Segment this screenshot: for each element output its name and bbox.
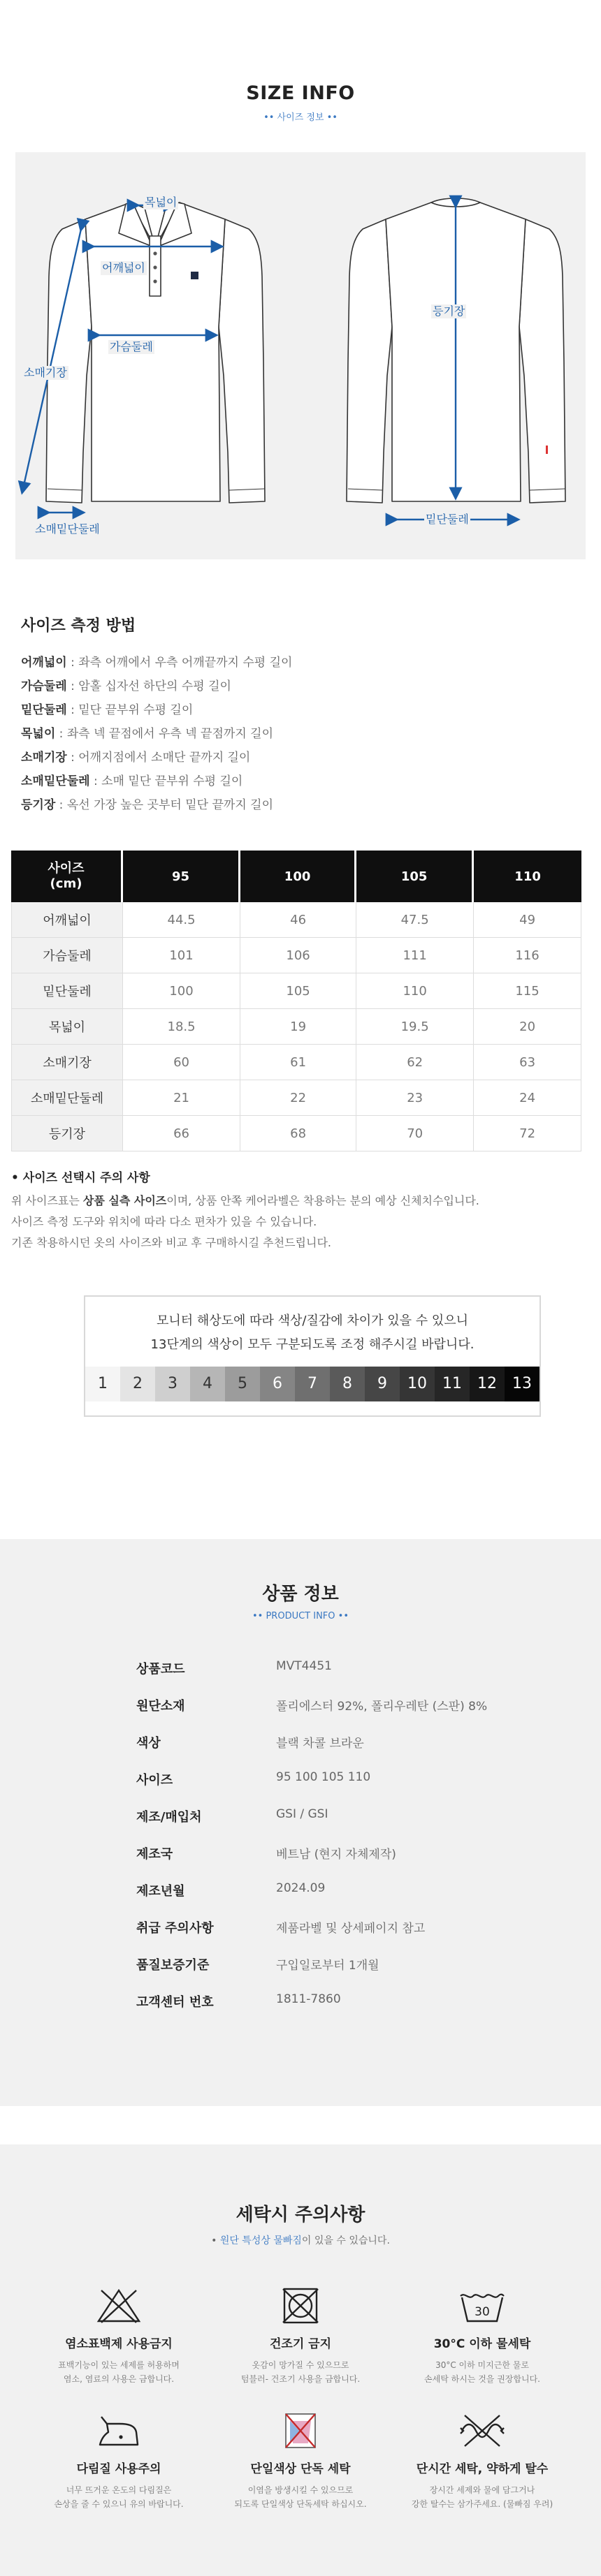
method-item [21, 675, 601, 698]
size-value-cell: 72 [474, 1116, 581, 1151]
gray-swatch: 8 [330, 1367, 365, 1401]
size-value-cell: 62 [356, 1045, 474, 1080]
care-subtitle: • 원단 특성상 물빠짐이 있을 수 있습니다. [211, 2235, 390, 2246]
size-value-cell: 110 [356, 973, 474, 1009]
size-value-cell: 63 [474, 1045, 581, 1080]
gray-swatch: 3 [155, 1367, 190, 1401]
size-table-body [11, 902, 581, 1151]
size-value-cell: 24 [474, 1080, 581, 1116]
wash-separately-icon [276, 2411, 325, 2450]
product-info-row [136, 1807, 601, 1844]
gray-swatch: 7 [295, 1367, 330, 1401]
size-value-cell: 111 [356, 938, 474, 973]
table-row [11, 973, 581, 1009]
table-row [11, 902, 581, 938]
product-info-row [136, 1992, 601, 2029]
method-item [21, 722, 601, 746]
method-item [21, 698, 601, 722]
method-list [21, 651, 601, 817]
product-info-key: 제조/매입처 [136, 1810, 202, 1825]
logo-patch [191, 272, 198, 279]
care-item-wash-30: 30 30°C 이하 물세탁 30°C 이하 미지근한 물로 손세탁 하시는 것을 권장합니다. [391, 2286, 573, 2386]
product-info-row [136, 1659, 601, 1696]
gray-swatch: 2 [120, 1367, 155, 1401]
product-info-value: 구입일로부터 1개월 [276, 1959, 379, 1973]
gray-scale-swatches [85, 1367, 540, 1401]
product-info-value: MVT4451 [276, 1659, 332, 1673]
notes-line-2: 사이즈 측정 도구와 위치에 따라 다소 편차가 있을 수 있습니다. [11, 1215, 317, 1228]
method-item [21, 746, 601, 770]
size-col-110: 110 [474, 851, 581, 902]
notes-line-3: 기존 착용하시던 옷의 사이즈와 비교 후 구매하시길 추천드립니다. [11, 1236, 332, 1249]
method-item [21, 793, 601, 817]
table-row [11, 1009, 581, 1045]
size-value-cell: 44.5 [123, 902, 240, 938]
product-info-value: 블랙 차콜 브라운 [276, 1737, 364, 1751]
gray-swatch: 11 [435, 1367, 470, 1401]
care-item-no-tumble-dry: 건조기 금지 옷감이 망가질 수 있으므로 텀블러- 건조기 사용을 금합니다. [210, 2286, 391, 2386]
product-info-title: 상품 정보 [262, 1584, 339, 1605]
chest-label: 가슴둘레 [110, 340, 153, 353]
product-info-row [136, 1844, 601, 1881]
product-info-row [136, 1881, 601, 1918]
wash-30-icon [458, 2286, 507, 2325]
shoulder-label: 어깨넓이 [102, 261, 145, 274]
hem-label: 밑단둘레 [426, 513, 469, 526]
no-wring-icon [458, 2411, 507, 2450]
size-table-corner: 사이즈 (cm) [11, 851, 123, 902]
product-info-key: 취급 주의사항 [136, 1921, 214, 1936]
size-value-cell: 21 [123, 1080, 240, 1116]
monitor-calibration-box [84, 1295, 541, 1417]
size-value-cell: 60 [123, 1045, 240, 1080]
gray-swatch: 13 [505, 1367, 540, 1401]
neck-label: 목넓이 [145, 196, 178, 209]
cuff-label: 소매밑단둘레 [35, 522, 100, 536]
notes-title: • 사이즈 선택시 주의 사항 [11, 1171, 150, 1185]
care-title: 세탁시 주의사항 [236, 2205, 365, 2225]
svg-text:30: 30 [475, 2305, 490, 2319]
size-value-cell: 106 [240, 938, 356, 973]
product-info-value: 1811-7860 [276, 1992, 341, 2006]
method-desc: : 어깨지점에서 소매단 끝까지 길이 [66, 751, 251, 765]
method-desc: : 소매 밑단 끝부위 수평 길이 [89, 774, 243, 788]
product-info-section [0, 1539, 601, 2106]
gray-swatch: 5 [225, 1367, 260, 1401]
product-info-value: 95 100 105 110 [276, 1770, 371, 1784]
method-title: 사이즈 측정 방법 [21, 617, 136, 635]
method-term: 등기장 [21, 798, 56, 812]
method-term: 소매밑단둘레 [21, 774, 90, 788]
sleeve-length-label: 소매기장 [24, 366, 67, 379]
size-value-cell: 100 [123, 973, 240, 1009]
care-item-no-wring: 단시간 세탁, 약하게 탈수 장시간 세제와 물에 담그거나 강한 탈수는 삼가주세요. (물빠짐 우려) [391, 2411, 573, 2511]
method-term: 목넓이 [21, 727, 56, 741]
size-value-cell: 19 [240, 1009, 356, 1045]
method-item [21, 770, 601, 793]
front-shirt-outline [46, 203, 265, 503]
method-term: 가슴둘레 [21, 679, 67, 693]
size-value-cell: 70 [356, 1116, 474, 1151]
low-iron-icon [94, 2411, 143, 2450]
size-table [11, 851, 581, 1151]
size-value-cell: 22 [240, 1080, 356, 1116]
size-value-cell: 68 [240, 1116, 356, 1151]
product-info-key: 사이즈 [136, 1773, 173, 1788]
table-row [11, 1045, 581, 1080]
care-item-wash-separately: 단일색상 단독 세탁 이염을 방생시킬 수 있으므로 되도록 단일색상 단독세탁 하십시오. [210, 2411, 391, 2511]
size-value-cell: 49 [474, 902, 581, 938]
row-label: 소매기장 [11, 1045, 123, 1080]
method-desc: : 암홀 십자선 하단의 수평 길이 [66, 679, 231, 693]
size-value-cell: 116 [474, 938, 581, 973]
size-notes [0, 1151, 601, 1295]
product-info-row [136, 1696, 601, 1733]
size-col-105: 105 [356, 851, 474, 902]
back-length-label: 등기장 [433, 304, 465, 318]
size-value-cell: 61 [240, 1045, 356, 1080]
table-row [11, 1080, 581, 1116]
size-value-cell: 18.5 [123, 1009, 240, 1045]
product-info-value: 2024.09 [276, 1881, 326, 1895]
product-info-key: 상품코드 [136, 1662, 185, 1677]
no-tumble-dry-icon [276, 2286, 325, 2325]
gray-swatch: 12 [470, 1367, 505, 1401]
product-info-subtitle: •• PRODUCT INFO •• [252, 1611, 349, 1621]
size-col-100: 100 [240, 851, 356, 902]
method-term: 어깨넓이 [21, 656, 67, 670]
product-info-row [136, 1955, 601, 1992]
size-value-cell: 101 [123, 938, 240, 973]
care-item-no-bleach: 염소표백제 사용금지 표백기능이 있는 세제를 허용하며 염소, 염료의 사용은 금합니다. [28, 2286, 210, 2386]
method-desc: : 좌측 넥 끝점에서 우측 넥 끝점까지 길이 [55, 727, 273, 741]
size-value-cell: 19.5 [356, 1009, 474, 1045]
size-col-95: 95 [123, 851, 240, 902]
side-tag [546, 446, 548, 454]
size-info-title: SIZE INFO [246, 82, 355, 104]
size-value-cell: 47.5 [356, 902, 474, 938]
product-info-key: 제조년월 [136, 1884, 185, 1899]
size-table-header-row [11, 851, 581, 902]
product-info-row [136, 1770, 601, 1807]
method-term: 밑단둘레 [21, 703, 67, 717]
shirt-diagram-svg [15, 152, 586, 559]
row-label: 어깨넓이 [11, 902, 123, 938]
size-value-cell: 115 [474, 973, 581, 1009]
no-bleach-icon [94, 2286, 143, 2325]
size-value-cell: 23 [356, 1080, 474, 1116]
method-term: 소매기장 [21, 751, 67, 765]
row-label: 등기장 [11, 1116, 123, 1151]
product-info-key: 원단소재 [136, 1699, 185, 1714]
product-info-row [136, 1733, 601, 1770]
size-value-cell: 66 [123, 1116, 240, 1151]
product-info-key: 품질보증기준 [136, 1958, 210, 1973]
size-value-cell: 46 [240, 902, 356, 938]
gray-swatch: 4 [190, 1367, 225, 1401]
product-info-value: 폴리에스터 92%, 폴리우레탄 (스판) 8% [276, 1700, 488, 1714]
gray-swatch: 9 [365, 1367, 400, 1401]
method-desc: : 좌측 어깨에서 우측 어깨끝까지 수평 길이 [66, 656, 293, 670]
size-diagram [15, 152, 586, 559]
product-info-key: 색상 [136, 1736, 161, 1751]
notes-line-1: 위 사이즈표는 상품 실측 사이즈이며, 상품 안쪽 케어라벨은 착용하는 분의 예상 신체치수입니다. [11, 1194, 479, 1207]
product-info-row [136, 1918, 601, 1955]
size-info-header [0, 0, 601, 152]
product-info-key: 제조국 [136, 1847, 173, 1862]
method-desc: : 밑단 끝부위 수평 길이 [66, 703, 194, 717]
size-value-cell: 20 [474, 1009, 581, 1045]
measurement-method [0, 559, 601, 851]
gray-swatch: 1 [85, 1367, 120, 1401]
row-label: 가슴둘레 [11, 938, 123, 973]
care-grid [28, 2286, 601, 2511]
product-info-value: 제품라벨 및 상세페이지 참고 [276, 1922, 426, 1936]
product-info-value: 베트남 (현지 자체제작) [276, 1848, 396, 1862]
size-info-subtitle: •• 사이즈 정보 •• [263, 112, 338, 123]
method-desc: : 옥선 가장 높은 곳부터 밑단 끝까지 길이 [55, 798, 273, 812]
gray-swatch: 6 [260, 1367, 295, 1401]
product-info-key: 고객센터 번호 [136, 1995, 214, 2010]
row-label: 밑단둘레 [11, 973, 123, 1009]
monitor-text: 모니터 해상도에 따라 색상/질감에 차이가 있을 수 있으니 13단계의 색상이 모두 구분되도록 조정 해주시길 바랍니다. [150, 1313, 475, 1352]
product-info-value: GSI / GSI [276, 1807, 328, 1821]
method-item [21, 651, 601, 675]
gray-swatch: 10 [400, 1367, 435, 1401]
care-item-low-iron: 다림질 사용주의 너무 뜨거운 온도의 다림질은 손상을 줄 수 있으니 유의 바랍니다. [28, 2411, 210, 2511]
table-row [11, 1116, 581, 1151]
row-label: 소매밑단둘레 [11, 1080, 123, 1116]
care-section [0, 2144, 601, 2576]
row-label: 목넓이 [11, 1009, 123, 1045]
product-info-list [136, 1659, 601, 2029]
size-value-cell: 105 [240, 973, 356, 1009]
table-row [11, 938, 581, 973]
